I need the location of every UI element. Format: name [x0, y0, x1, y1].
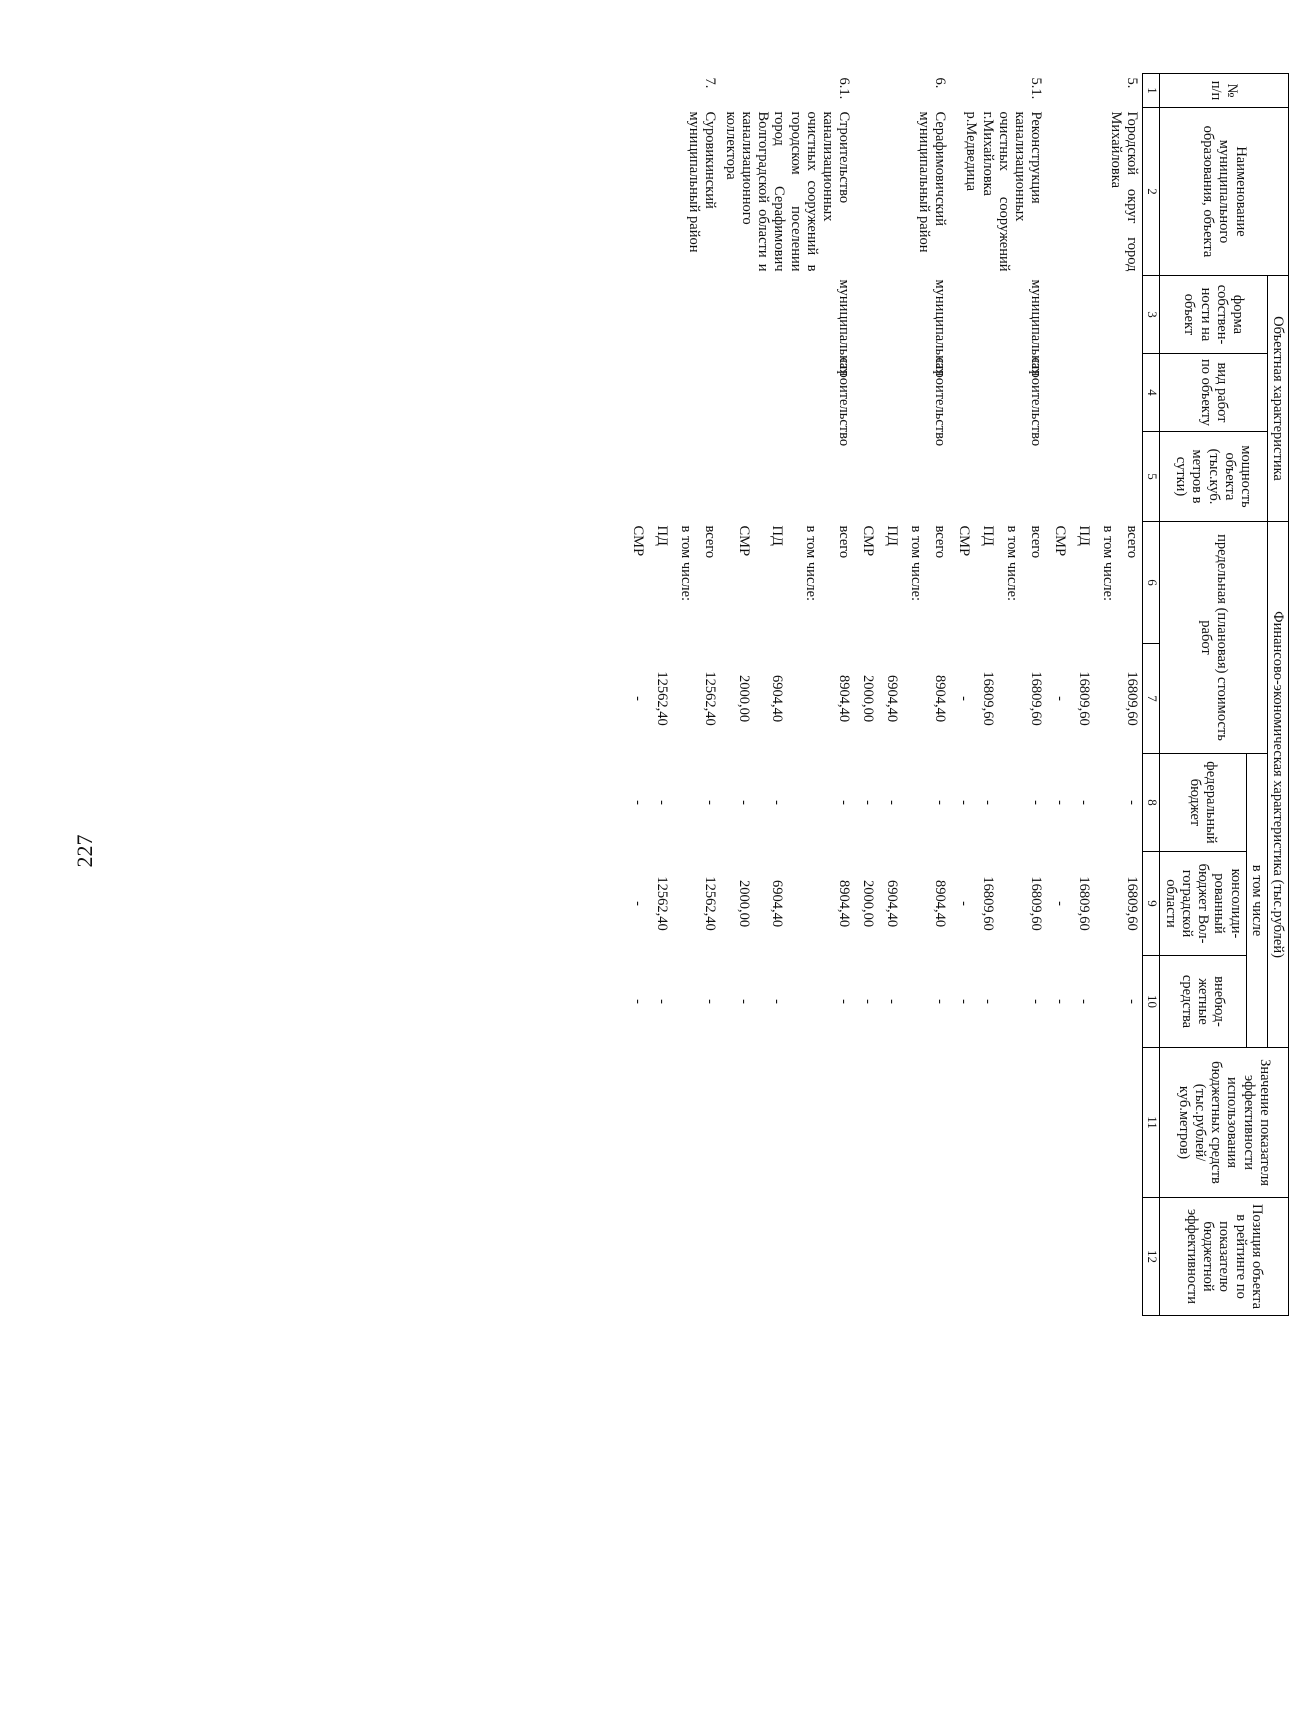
- efficiency-value: [672, 1048, 696, 1198]
- header-num: № п/п: [1160, 74, 1289, 108]
- regional-budget-value: [787, 852, 820, 956]
- header-worktype: вид работ по объекту: [1160, 354, 1267, 432]
- rank-value: [648, 1198, 672, 1316]
- header-including: в том числе: [1246, 754, 1267, 1048]
- federal-budget-value: -: [654, 800, 671, 805]
- regional-budget-value: 16809,60: [980, 876, 997, 931]
- extrabudget-value: -: [735, 999, 752, 1004]
- row-number: 6.: [932, 77, 949, 89]
- rank-value: [1022, 1198, 1046, 1316]
- cost-breakdown-label: ПД: [769, 525, 786, 546]
- cost-breakdown-label: ПД: [654, 525, 671, 546]
- extrabudget-value: [998, 956, 1022, 1048]
- rank-value: [821, 1198, 854, 1316]
- cost-breakdown-label: в том числе:: [1004, 525, 1021, 602]
- cost-breakdown-label: всего: [932, 525, 949, 559]
- rank-value: [974, 1198, 998, 1316]
- cost-breakdown-label: СМР: [956, 525, 973, 557]
- page-number: 227: [72, 834, 97, 868]
- header-capacity: мощность объекта (тыс.куб. метров в сутки): [1160, 432, 1267, 522]
- cost-total: 8904,40: [932, 674, 949, 723]
- efficiency-value: [754, 1048, 787, 1198]
- efficiency-value: [648, 1048, 672, 1198]
- work-type: [1046, 354, 1143, 432]
- cost-total: [902, 644, 926, 754]
- cost-breakdown-label: ПД: [884, 525, 901, 546]
- extrabudget-value: -: [860, 999, 877, 1004]
- rank-value: [926, 1198, 950, 1316]
- federal-budget-value: -: [1076, 800, 1093, 805]
- federal-budget-value: -: [769, 800, 786, 805]
- object-name: Реконструкция канализационных очистных сооружений г.Михайловка р.Медведица: [963, 111, 1045, 272]
- cost-total: [1094, 644, 1118, 754]
- header-rank: Позиция объекта в рейтинге по показателю бюджетной эффективности: [1160, 1198, 1289, 1316]
- object-name: Строительство канализационных очистных сооружений в городском поселении город Серафимович Волгоградской области и канализационного коллектора: [722, 111, 853, 272]
- header-federal: федеральный бюджет: [1160, 754, 1246, 852]
- federal-budget-value: -: [1028, 800, 1045, 805]
- efficiency-value: [787, 1048, 820, 1198]
- regional-budget-value: 16809,60: [1076, 876, 1093, 931]
- rank-value: [1046, 1198, 1070, 1316]
- efficiency-value: [1022, 1048, 1046, 1198]
- cost-total: [672, 644, 696, 754]
- col-number: 11: [1143, 1048, 1160, 1198]
- rank-value: [672, 1198, 696, 1316]
- rank-value: [624, 1198, 648, 1316]
- efficiency-value: [902, 1048, 926, 1198]
- cost-total: [998, 644, 1022, 754]
- cost-breakdown-label: ПД: [1076, 525, 1093, 546]
- ownership-form: муниципальная: [1028, 279, 1045, 377]
- federal-budget-value: [787, 754, 820, 852]
- efficiency-value: [878, 1048, 902, 1198]
- efficiency-value: [1046, 1048, 1070, 1198]
- extrabudget-value: [672, 956, 696, 1048]
- header-ownership: форма собствен-ности на объект: [1160, 276, 1267, 354]
- col-number: 12: [1143, 1198, 1160, 1316]
- rank-value: [854, 1198, 878, 1316]
- federal-budget-value: [902, 754, 926, 852]
- cost-breakdown-label: всего: [836, 525, 853, 559]
- table-row: [821, 74, 854, 1694]
- efficiency-value: [624, 1048, 648, 1198]
- cost-total: 12562,40: [702, 671, 719, 726]
- extrabudget-value: -: [980, 999, 997, 1004]
- efficiency-value: [926, 1048, 950, 1198]
- col-number: 3: [1143, 276, 1160, 354]
- col-number: 7: [1143, 644, 1160, 754]
- extrabudget-value: [787, 956, 820, 1048]
- cost-breakdown-label: СМР: [860, 525, 877, 557]
- work-type: строительство: [836, 357, 853, 447]
- header-cost: предельная (плановая) стоимость работ: [1160, 522, 1267, 754]
- col-number: 2: [1143, 108, 1160, 276]
- extrabudget-value: [902, 956, 926, 1048]
- ownership-form: муниципальная: [932, 279, 949, 377]
- cost-breakdown-label: всего: [702, 525, 719, 559]
- header-financial-characteristics: Финансово-экономическая характеристика (тыс.рублей): [1267, 522, 1288, 1048]
- cost-total: 6904,40: [769, 674, 786, 723]
- federal-budget-value: -: [1052, 800, 1069, 805]
- cost-breakdown-label: ПД: [980, 525, 997, 546]
- extrabudget-value: -: [769, 999, 786, 1004]
- extrabudget-value: -: [932, 999, 949, 1004]
- regional-budget-value: [998, 852, 1022, 956]
- cost-breakdown-label: в том числе:: [1100, 525, 1117, 602]
- regional-budget-value: 2000,00: [860, 879, 877, 928]
- header-efficiency: Значение показателя эффективности использования бюджетных средств (тыс.рублей/ куб.метров): [1160, 1048, 1289, 1198]
- regional-budget-value: -: [1052, 901, 1069, 906]
- rank-value: [878, 1198, 902, 1316]
- regional-budget-value: 6904,40: [769, 879, 786, 928]
- efficiency-value: [720, 1048, 753, 1198]
- cost-total: 16809,60: [1028, 671, 1045, 726]
- cost-total: 8904,40: [836, 674, 853, 723]
- extrabudget-value: -: [1076, 999, 1093, 1004]
- work-type: строительство: [932, 357, 949, 447]
- regional-budget-value: [902, 852, 926, 956]
- cost-total: 2000,00: [860, 674, 877, 723]
- capacity-value: [624, 432, 720, 522]
- cost-total: 12562,40: [654, 671, 671, 726]
- federal-budget-value: -: [932, 800, 949, 805]
- ownership-form: [624, 276, 720, 354]
- row-number: 5.1.: [1028, 77, 1045, 100]
- regional-budget-value: 12562,40: [654, 876, 671, 931]
- ownership-form: муниципальная: [836, 279, 853, 377]
- rank-value: [1070, 1198, 1094, 1316]
- federal-budget-value: [672, 754, 696, 852]
- efficiency-value: [998, 1048, 1022, 1198]
- col-number: 1: [1143, 74, 1160, 108]
- extrabudget-value: [1094, 956, 1118, 1048]
- capacity-value: [720, 432, 854, 522]
- efficiency-value: [1094, 1048, 1118, 1198]
- extrabudget-value: -: [956, 999, 973, 1004]
- federal-budget-value: -: [980, 800, 997, 805]
- table-row: [926, 74, 950, 1694]
- rank-value: [754, 1198, 787, 1316]
- rank-value: [1118, 1198, 1143, 1316]
- table-body: [624, 74, 1142, 1694]
- col-number: 9: [1143, 852, 1160, 956]
- regional-budget-value: 12562,40: [702, 876, 719, 931]
- regional-budget-value: [1094, 852, 1118, 956]
- col-number: 6: [1143, 522, 1160, 644]
- rank-value: [720, 1198, 753, 1316]
- row-number: 6.1.: [836, 77, 853, 100]
- work-type: [624, 354, 720, 432]
- extrabudget-value: -: [654, 999, 671, 1004]
- extrabudget-value: -: [1124, 999, 1141, 1004]
- cost-total: 6904,40: [884, 674, 901, 723]
- regional-budget-value: 16809,60: [1028, 876, 1045, 931]
- cost-total: -: [1052, 696, 1069, 701]
- rank-value: [787, 1198, 820, 1316]
- cost-total: 2000,00: [735, 674, 752, 723]
- efficiency-value: [950, 1048, 974, 1198]
- work-type: строительство: [1028, 357, 1045, 447]
- efficiency-value: [821, 1048, 854, 1198]
- cost-total: -: [630, 696, 647, 701]
- cost-breakdown-label: всего: [1028, 525, 1045, 559]
- extrabudget-value: -: [1052, 999, 1069, 1004]
- federal-budget-value: -: [836, 800, 853, 805]
- col-number: 4: [1143, 354, 1160, 432]
- regional-budget-value: -: [956, 901, 973, 906]
- table-row: [1118, 74, 1143, 1694]
- cost-breakdown-label: СМР: [735, 525, 752, 557]
- investment-objects-table: [624, 73, 1289, 1694]
- federal-budget-value: [1094, 754, 1118, 852]
- regional-budget-value: 2000,00: [735, 879, 752, 928]
- cost-breakdown-label: в том числе:: [678, 525, 695, 602]
- row-number: 5.: [1124, 77, 1141, 89]
- efficiency-value: [854, 1048, 878, 1198]
- federal-budget-value: -: [884, 800, 901, 805]
- header-blank: [1143, 1316, 1289, 1694]
- header-object-characteristics: Объектная характеристика: [1267, 276, 1288, 522]
- cost-breakdown-label: СМР: [1052, 525, 1069, 557]
- regional-budget-value: 8904,40: [932, 879, 949, 928]
- regional-budget-value: 8904,40: [836, 879, 853, 928]
- extrabudget-value: -: [836, 999, 853, 1004]
- regional-budget-value: -: [630, 901, 647, 906]
- cost-breakdown-label: СМР: [630, 525, 647, 557]
- header-name: Наименование муниципального образования, объекта: [1160, 108, 1289, 276]
- rank-value: [1094, 1198, 1118, 1316]
- extrabudget-value: -: [702, 999, 719, 1004]
- object-name: Серафимовичский муниципальный район: [916, 111, 949, 253]
- col-number: 8: [1143, 754, 1160, 852]
- federal-budget-value: -: [956, 800, 973, 805]
- regional-budget-value: 16809,60: [1124, 876, 1141, 931]
- rank-value: [696, 1198, 720, 1316]
- regional-budget-value: [672, 852, 696, 956]
- federal-budget-value: -: [1124, 800, 1141, 805]
- efficiency-value: [696, 1048, 720, 1198]
- efficiency-value: [974, 1048, 998, 1198]
- rotated-page-content: [147, 73, 1289, 1693]
- extrabudget-value: -: [1028, 999, 1045, 1004]
- efficiency-value: [1118, 1048, 1143, 1198]
- rank-value: [998, 1198, 1022, 1316]
- rank-value: [902, 1198, 926, 1316]
- cost-total: 16809,60: [1076, 671, 1093, 726]
- cost-breakdown-label: в том числе:: [802, 525, 819, 602]
- federal-budget-value: -: [702, 800, 719, 805]
- cost-total: -: [956, 696, 973, 701]
- object-name: Суровикинский муниципальный район: [686, 111, 719, 253]
- header-extra: внебюд-жетные средства: [1160, 956, 1246, 1048]
- federal-budget-value: [998, 754, 1022, 852]
- regional-budget-value: 6904,40: [884, 879, 901, 928]
- row-number: 7.: [702, 77, 719, 89]
- cost-total: 16809,60: [980, 671, 997, 726]
- efficiency-value: [1070, 1048, 1094, 1198]
- cost-total: 16809,60: [1124, 671, 1141, 726]
- object-name: Городской округ город Михайловка: [1108, 111, 1141, 272]
- federal-budget-value: -: [630, 800, 647, 805]
- table-row: [1022, 74, 1046, 1694]
- extrabudget-value: -: [630, 999, 647, 1004]
- capacity-value: [1046, 432, 1143, 522]
- header-regional: консолиди-рованный бюджет Вол-гоградской области: [1160, 852, 1246, 956]
- table-row: [696, 74, 720, 1694]
- cost-total: [787, 644, 820, 754]
- cost-breakdown-label: всего: [1124, 525, 1141, 559]
- federal-budget-value: -: [860, 800, 877, 805]
- col-number: 10: [1143, 956, 1160, 1048]
- cost-breakdown-label: в том числе:: [908, 525, 925, 602]
- rank-value: [950, 1198, 974, 1316]
- federal-budget-value: -: [735, 800, 752, 805]
- col-number: 5: [1143, 432, 1160, 522]
- extrabudget-value: -: [884, 999, 901, 1004]
- ownership-form: [1046, 276, 1143, 354]
